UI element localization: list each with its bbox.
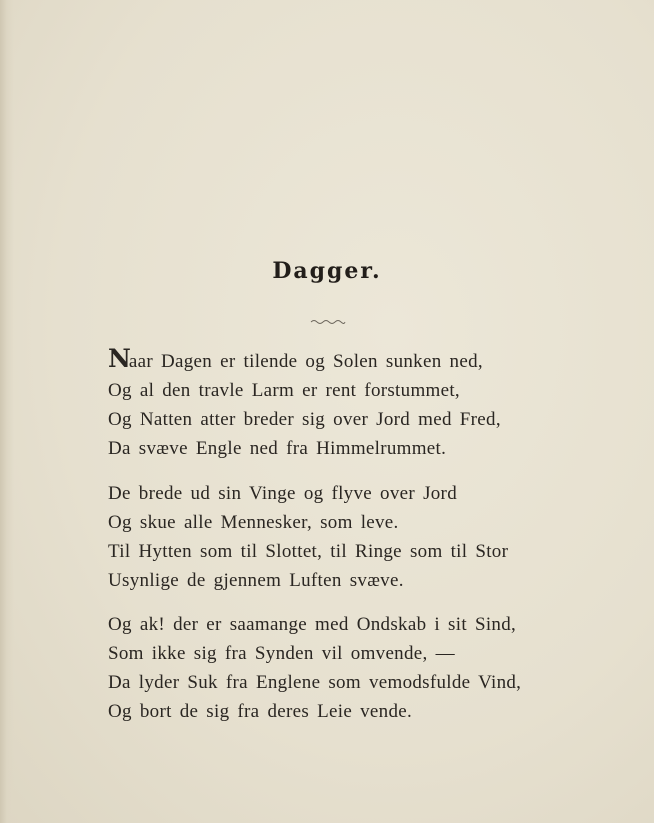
poem-line [108, 344, 548, 376]
poem-line: Da svæve Engle ned fra Himmelrummet. [108, 438, 447, 459]
poem-line: Og Natten atter breder sig over Jord med Fred, [108, 409, 501, 430]
poem-line: De brede ud sin Vinge og flyve over Jord [108, 483, 457, 504]
title-ornament [310, 318, 346, 326]
poem-line: Til Hytten som til Slottet, til Ringe som til Stor [108, 541, 509, 562]
page-binding-edge [0, 0, 14, 823]
stanza-2 [108, 479, 548, 595]
stanza-3 [108, 610, 548, 726]
poem-title: Dagger. [272, 258, 382, 284]
poem-line: Som ikke sig fra Synden vil omvende, — [108, 643, 455, 664]
stanza-1 [108, 344, 548, 463]
poem-line: Og bort de sig fra deres Leie vende. [108, 701, 413, 722]
poem-line: Og ak! der er saamange med Ondskab i sit Sind, [108, 614, 517, 635]
line-text: aar Dagen er tilende og Solen sunken ned, [128, 351, 483, 372]
poem-line: Da lyder Suk fra Englene som vemodsfulde Vind, [108, 672, 522, 693]
poem-line: Usynlige de gjennem Luften svæve. [108, 570, 404, 591]
drop-cap-letter: N [108, 344, 129, 373]
poem-line: Og al den travle Larm er rent forstummet, [108, 380, 460, 401]
poem-line: Og skue alle Mennesker, som leve. [108, 512, 399, 533]
